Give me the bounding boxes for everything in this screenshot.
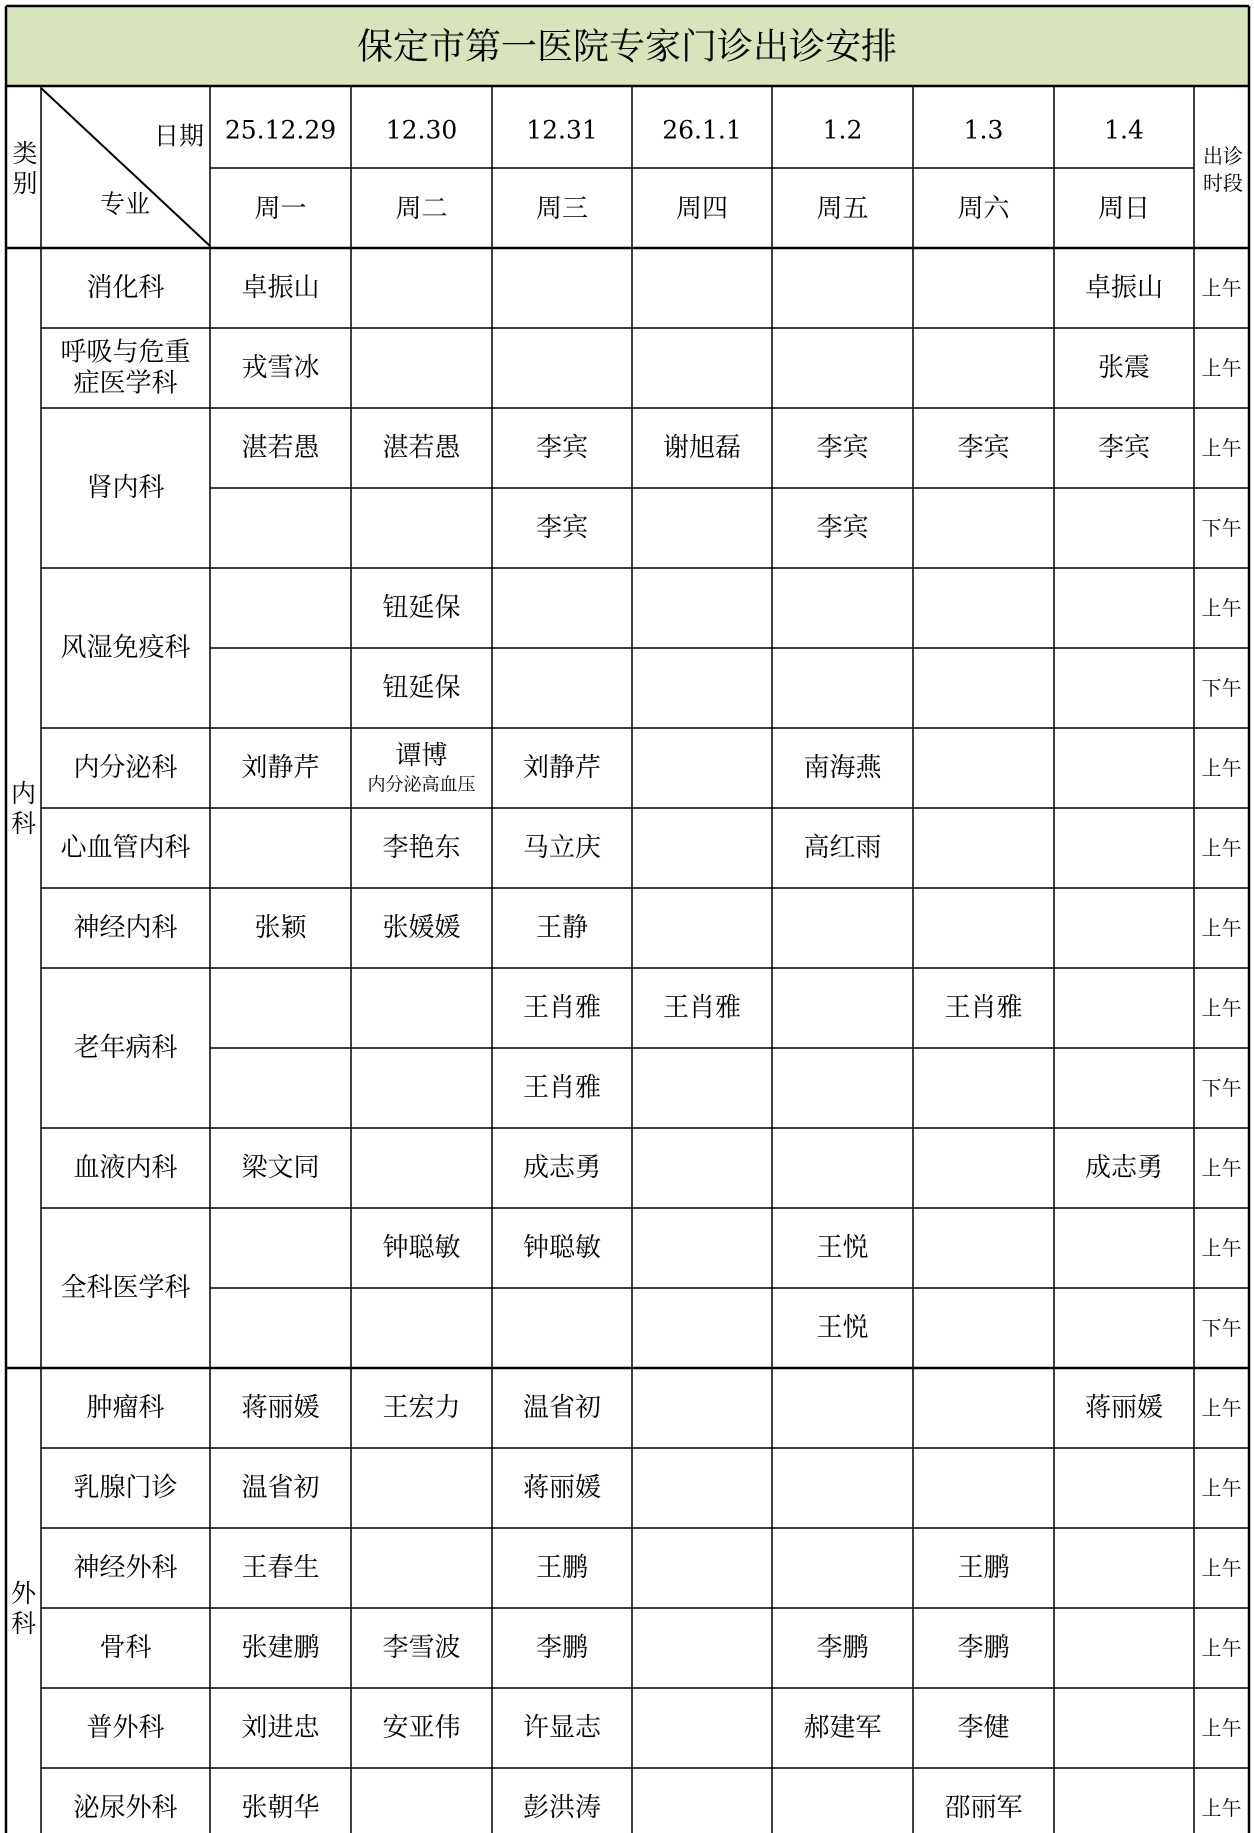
department-name: 内分泌科	[73, 753, 178, 783]
date-header: 1.4	[1104, 115, 1144, 145]
session-time: 上午	[1201, 1396, 1242, 1420]
doctor-name: 蒋丽媛	[522, 1473, 602, 1503]
doctor-name: 王肖雅	[522, 1073, 602, 1103]
doctor-name: 蒋丽媛	[1084, 1393, 1164, 1423]
doctor-name: 卓振山	[241, 273, 320, 303]
doctor-name: 李宾	[816, 513, 869, 543]
date-label: 日期	[153, 121, 205, 151]
doctor-name: 李健	[957, 1713, 1010, 1743]
doctor-name: 彭洪涛	[522, 1793, 602, 1823]
date-header: 12.31	[526, 115, 598, 145]
department-name: 神经内科	[73, 913, 178, 943]
weekday-header: 周三	[535, 194, 589, 224]
doctor-name: 郝建军	[803, 1713, 882, 1743]
doctor-name: 王悦	[816, 1313, 869, 1343]
group-label: 内科	[10, 778, 37, 838]
doctor-name: 钮延保	[382, 673, 461, 703]
weekday-header: 周二	[395, 194, 448, 224]
session-time: 上午	[1201, 356, 1242, 380]
doctor-name: 马立庆	[522, 833, 602, 863]
session-time: 上午	[1201, 836, 1242, 860]
date-header: 26.1.1	[662, 115, 742, 145]
doctor-name: 钮延保	[382, 593, 461, 623]
doctor-name: 许显志	[522, 1713, 602, 1743]
weekday-header: 周四	[675, 194, 729, 224]
doctor-name: 李宾	[816, 433, 869, 463]
doctor-name: 王肖雅	[522, 993, 602, 1023]
doctor-name: 成志勇	[522, 1153, 602, 1183]
doctor-name: 李宾	[957, 433, 1010, 463]
doctor-name: 李宾	[535, 513, 589, 543]
doctor-name: 张朝华	[241, 1793, 320, 1823]
doctor-name: 张震	[1097, 353, 1151, 383]
session-header: 出诊时段	[1203, 144, 1243, 195]
doctor-name: 钟聪敏	[382, 1233, 461, 1263]
session-time: 上午	[1201, 1636, 1242, 1660]
session-time: 上午	[1201, 1156, 1242, 1180]
date-header: 1.2	[822, 115, 863, 145]
doctor-note: 内分泌高血压	[367, 774, 476, 796]
session-time: 上午	[1201, 1556, 1242, 1580]
doctor-name: 李鹏	[957, 1633, 1010, 1663]
session-time: 下午	[1201, 676, 1242, 700]
specialty-label: 专业	[99, 189, 151, 219]
doctor-name: 王肖雅	[944, 993, 1023, 1023]
doctor-name: 王肖雅	[662, 993, 742, 1023]
weekday-header: 周五	[816, 194, 869, 224]
doctor-name: 张媛媛	[382, 913, 461, 943]
doctor-name: 刘静芹	[241, 753, 320, 783]
doctor-name: 王悦	[816, 1233, 869, 1263]
session-time: 上午	[1201, 996, 1242, 1020]
session-time: 下午	[1201, 516, 1242, 540]
doctor-name: 蒋丽媛	[241, 1393, 320, 1423]
department-name: 全科医学科	[60, 1273, 191, 1303]
department-name: 风湿免疫科	[60, 633, 191, 663]
category-header: 类别	[12, 139, 38, 198]
session-time: 上午	[1201, 1476, 1242, 1500]
doctor-name: 王鹏	[957, 1553, 1010, 1583]
date-header: 25.12.29	[224, 115, 337, 145]
doctor-name: 湛若愚	[241, 433, 320, 463]
doctor-name: 刘进忠	[241, 1713, 320, 1743]
doctor-name: 谢旭磊	[662, 433, 742, 463]
session-time: 上午	[1201, 1796, 1242, 1820]
doctor-name: 安亚伟	[382, 1713, 461, 1743]
weekday-header: 周六	[957, 194, 1010, 224]
doctor-name: 王春生	[241, 1553, 320, 1583]
doctor-name: 刘静芹	[522, 753, 602, 783]
doctor-name: 李鹏	[816, 1633, 869, 1663]
session-time: 上午	[1201, 276, 1242, 300]
doctor-name: 李宾	[535, 433, 589, 463]
weekday-header: 周日	[1097, 194, 1151, 224]
doctor-name: 温省初	[522, 1393, 602, 1423]
doctor-name: 李雪波	[382, 1633, 461, 1663]
doctor-name: 王宏力	[382, 1393, 461, 1423]
doctor-name: 李鹏	[535, 1633, 589, 1663]
department-name: 肾内科	[86, 473, 165, 503]
doctor-name: 温省初	[241, 1473, 320, 1503]
doctor-name: 邵丽军	[944, 1793, 1023, 1823]
doctor-name: 张建鹏	[241, 1633, 320, 1663]
session-time: 上午	[1201, 1716, 1242, 1740]
doctor-name: 卓振山	[1084, 273, 1164, 303]
date-header: 1.3	[963, 115, 1004, 145]
department-name: 普外科	[86, 1713, 165, 1743]
session-time: 下午	[1201, 1316, 1242, 1340]
doctor-name: 钟聪敏	[522, 1233, 602, 1263]
group-label: 外科	[10, 1578, 37, 1638]
department-name: 骨科	[99, 1633, 152, 1663]
department-name: 乳腺门诊	[73, 1473, 178, 1503]
doctor-name: 戎雪冰	[241, 353, 320, 383]
department-name: 血液内科	[73, 1153, 178, 1183]
doctor-name: 王静	[535, 913, 589, 943]
doctor-name: 张颖	[254, 913, 307, 943]
session-time: 上午	[1201, 596, 1242, 620]
session-time: 上午	[1201, 436, 1242, 460]
department-name: 肿瘤科	[86, 1393, 165, 1423]
doctor-name: 高红雨	[803, 833, 882, 863]
doctor-name: 谭博	[395, 741, 448, 771]
doctor-name: 王鹏	[535, 1553, 589, 1583]
department-name: 心血管内科	[60, 833, 191, 863]
department-name: 老年病科	[73, 1033, 178, 1063]
session-time: 上午	[1201, 916, 1242, 940]
doctor-name: 成志勇	[1084, 1153, 1164, 1183]
session-time: 上午	[1201, 756, 1242, 780]
weekday-header: 周一	[254, 194, 307, 224]
department-name: 呼吸与危重症医学科	[60, 337, 191, 399]
department-name: 泌尿外科	[73, 1793, 178, 1823]
department-name: 消化科	[86, 273, 165, 303]
session-time: 下午	[1201, 1076, 1242, 1100]
date-header: 12.30	[385, 115, 458, 145]
doctor-name: 李艳东	[382, 833, 461, 863]
doctor-name: 湛若愚	[382, 433, 461, 463]
page-title: 保定市第一医院专家门诊出诊安排	[356, 26, 898, 68]
doctor-name: 李宾	[1097, 433, 1151, 463]
department-name: 神经外科	[73, 1553, 178, 1583]
doctor-name: 梁文同	[241, 1153, 320, 1183]
doctor-name: 南海燕	[803, 753, 882, 783]
session-time: 上午	[1201, 1236, 1242, 1260]
